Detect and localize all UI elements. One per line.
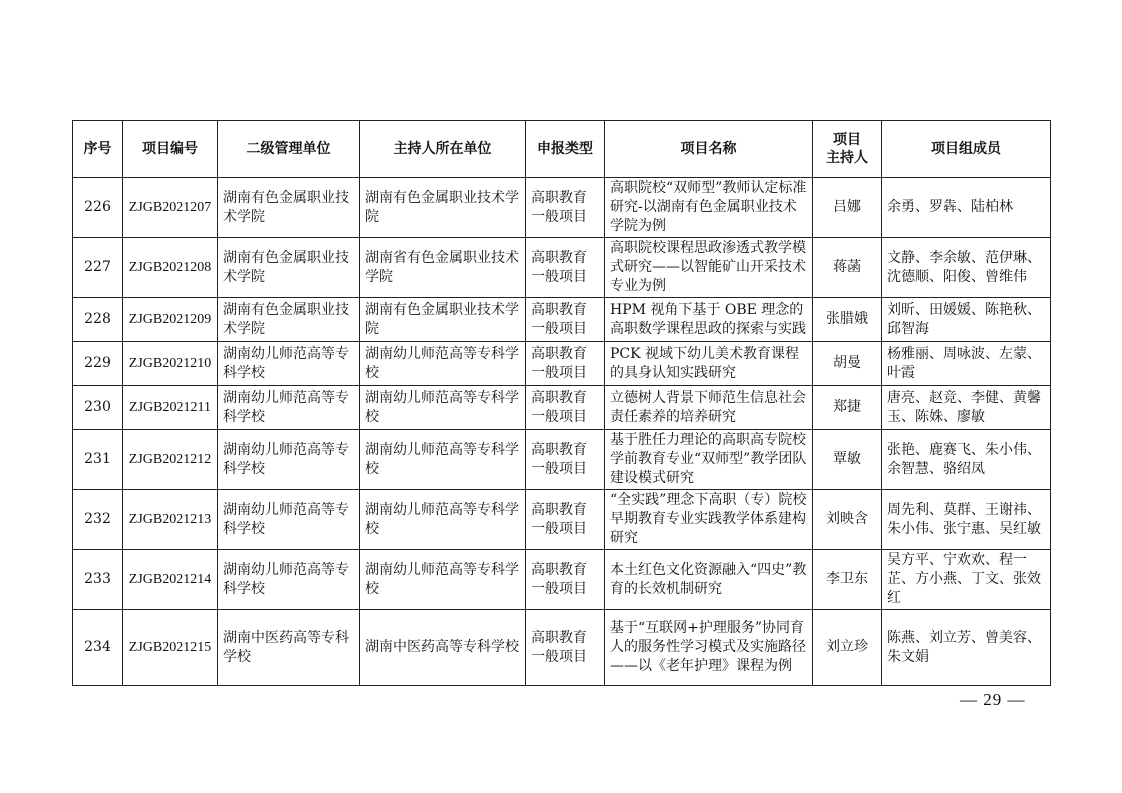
table-header-row bbox=[73, 121, 1051, 178]
cell-host-unit: 湖南幼儿师范高等专科学校 bbox=[360, 342, 526, 386]
cell-type: 高职教育一般项目 bbox=[526, 550, 605, 610]
cell-type: 高职教育一般项目 bbox=[526, 298, 605, 342]
header-members: 项目组成员 bbox=[882, 121, 1051, 178]
cell-members: 文静、李余敏、范伊琳、沈德顺、阳俊、曾维伟 bbox=[882, 238, 1051, 298]
cell-project-name: PCK 视域下幼儿美术教育课程的具身认知实践研究 bbox=[605, 342, 813, 386]
cell-project-name: 高职院校课程思政渗透式教学模式研究——以智能矿山开采技术专业为例 bbox=[605, 238, 813, 298]
cell-mgmt-unit: 湖南有色金属职业技术学院 bbox=[218, 238, 360, 298]
cell-code: ZJGB2021215 bbox=[123, 610, 218, 686]
cell-project-name: 高职院校“双师型”教师认定标准研究-以湖南有色金属职业技术学院为例 bbox=[605, 178, 813, 238]
cell-members: 余勇、罗犇、陆柏林 bbox=[882, 178, 1051, 238]
cell-mgmt-unit: 湖南幼儿师范高等专科学校 bbox=[218, 430, 360, 490]
cell-mgmt-unit: 湖南有色金属职业技术学院 bbox=[218, 178, 360, 238]
header-project-name: 项目名称 bbox=[605, 121, 813, 178]
cell-members: 周先利、莫群、王谢祎、朱小伟、张宁惠、吴红敏 bbox=[882, 490, 1051, 550]
cell-host: 蒋菡 bbox=[813, 238, 882, 298]
table-row bbox=[73, 490, 1051, 550]
cell-host: 胡曼 bbox=[813, 342, 882, 386]
cell-type: 高职教育一般项目 bbox=[526, 610, 605, 686]
cell-type: 高职教育一般项目 bbox=[526, 178, 605, 238]
project-table bbox=[72, 120, 1051, 686]
cell-seq: 234 bbox=[73, 610, 123, 686]
cell-host-unit: 湖南有色金属职业技术学院 bbox=[360, 298, 526, 342]
cell-mgmt-unit: 湖南幼儿师范高等专科学校 bbox=[218, 342, 360, 386]
cell-project-name: “全实践”理念下高职（专）院校早期教育专业实践教学体系建构研究 bbox=[605, 490, 813, 550]
cell-code: ZJGB2021214 bbox=[123, 550, 218, 610]
cell-seq: 228 bbox=[73, 298, 123, 342]
cell-host: 覃敏 bbox=[813, 430, 882, 490]
cell-host-unit: 湖南幼儿师范高等专科学校 bbox=[360, 490, 526, 550]
cell-host-unit: 湖南幼儿师范高等专科学校 bbox=[360, 550, 526, 610]
cell-project-name: HPM 视角下基于 OBE 理念的高职数学课程思政的探索与实践 bbox=[605, 298, 813, 342]
cell-members: 杨雅丽、周咏波、左蒙、叶霞 bbox=[882, 342, 1051, 386]
cell-code: ZJGB2021212 bbox=[123, 430, 218, 490]
cell-mgmt-unit: 湖南幼儿师范高等专科学校 bbox=[218, 386, 360, 430]
cell-host-unit: 湖南中医药高等专科学校 bbox=[360, 610, 526, 686]
cell-host-unit: 湖南省有色金属职业技术学院 bbox=[360, 238, 526, 298]
table-row bbox=[73, 298, 1051, 342]
page-number: — 29 — bbox=[960, 690, 1026, 709]
cell-type: 高职教育一般项目 bbox=[526, 430, 605, 490]
cell-seq: 233 bbox=[73, 550, 123, 610]
cell-members: 陈燕、刘立芳、曾美容、朱文娟 bbox=[882, 610, 1051, 686]
table-row bbox=[73, 610, 1051, 686]
cell-code: ZJGB2021210 bbox=[123, 342, 218, 386]
cell-members: 唐亮、赵竞、李健、黄馨玉、陈姝、廖敏 bbox=[882, 386, 1051, 430]
header-mgmt-unit: 二级管理单位 bbox=[218, 121, 360, 178]
cell-host: 李卫东 bbox=[813, 550, 882, 610]
cell-host: 刘立珍 bbox=[813, 610, 882, 686]
cell-members: 刘昕、田媛媛、陈艳秋、邱智海 bbox=[882, 298, 1051, 342]
header-host: 项目 主持人 bbox=[813, 121, 882, 178]
cell-project-name: 本土红色文化资源融入“四史”教育的长效机制研究 bbox=[605, 550, 813, 610]
cell-seq: 231 bbox=[73, 430, 123, 490]
cell-members: 张艳、鹿赛飞、朱小伟、余智慧、骆绍凤 bbox=[882, 430, 1051, 490]
cell-host: 刘映含 bbox=[813, 490, 882, 550]
header-seq: 序号 bbox=[73, 121, 123, 178]
cell-host-unit: 湖南幼儿师范高等专科学校 bbox=[360, 386, 526, 430]
table-row bbox=[73, 430, 1051, 490]
cell-project-name: 立德树人背景下师范生信息社会责任素养的培养研究 bbox=[605, 386, 813, 430]
cell-code: ZJGB2021209 bbox=[123, 298, 218, 342]
table-row bbox=[73, 342, 1051, 386]
cell-seq: 229 bbox=[73, 342, 123, 386]
cell-type: 高职教育一般项目 bbox=[526, 490, 605, 550]
cell-host-unit: 湖南幼儿师范高等专科学校 bbox=[360, 430, 526, 490]
cell-host-unit: 湖南有色金属职业技术学院 bbox=[360, 178, 526, 238]
header-code: 项目编号 bbox=[123, 121, 218, 178]
cell-code: ZJGB2021213 bbox=[123, 490, 218, 550]
cell-type: 高职教育一般项目 bbox=[526, 386, 605, 430]
table-row bbox=[73, 386, 1051, 430]
header-type: 申报类型 bbox=[526, 121, 605, 178]
table-row bbox=[73, 178, 1051, 238]
cell-type: 高职教育一般项目 bbox=[526, 238, 605, 298]
cell-mgmt-unit: 湖南有色金属职业技术学院 bbox=[218, 298, 360, 342]
cell-host: 郑捷 bbox=[813, 386, 882, 430]
cell-members: 吴方平、宁欢欢、程一芷、方小燕、丁文、张效红 bbox=[882, 550, 1051, 610]
cell-project-name: 基于“互联网+护理服务”协同育人的服务性学习模式及实施路径——以《老年护理》课程为例 bbox=[605, 610, 813, 686]
cell-code: ZJGB2021208 bbox=[123, 238, 218, 298]
cell-mgmt-unit: 湖南幼儿师范高等专科学校 bbox=[218, 490, 360, 550]
cell-code: ZJGB2021211 bbox=[123, 386, 218, 430]
cell-host: 吕娜 bbox=[813, 178, 882, 238]
cell-mgmt-unit: 湖南幼儿师范高等专科学校 bbox=[218, 550, 360, 610]
cell-seq: 230 bbox=[73, 386, 123, 430]
cell-mgmt-unit: 湖南中医药高等专科学校 bbox=[218, 610, 360, 686]
cell-host: 张腊娥 bbox=[813, 298, 882, 342]
cell-type: 高职教育一般项目 bbox=[526, 342, 605, 386]
cell-project-name: 基于胜任力理论的高职高专院校学前教育专业“双师型”教学团队建设模式研究 bbox=[605, 430, 813, 490]
cell-seq: 226 bbox=[73, 178, 123, 238]
header-host-unit: 主持人所在单位 bbox=[360, 121, 526, 178]
cell-seq: 232 bbox=[73, 490, 123, 550]
cell-code: ZJGB2021207 bbox=[123, 178, 218, 238]
table-row bbox=[73, 550, 1051, 610]
cell-seq: 227 bbox=[73, 238, 123, 298]
table-row bbox=[73, 238, 1051, 298]
